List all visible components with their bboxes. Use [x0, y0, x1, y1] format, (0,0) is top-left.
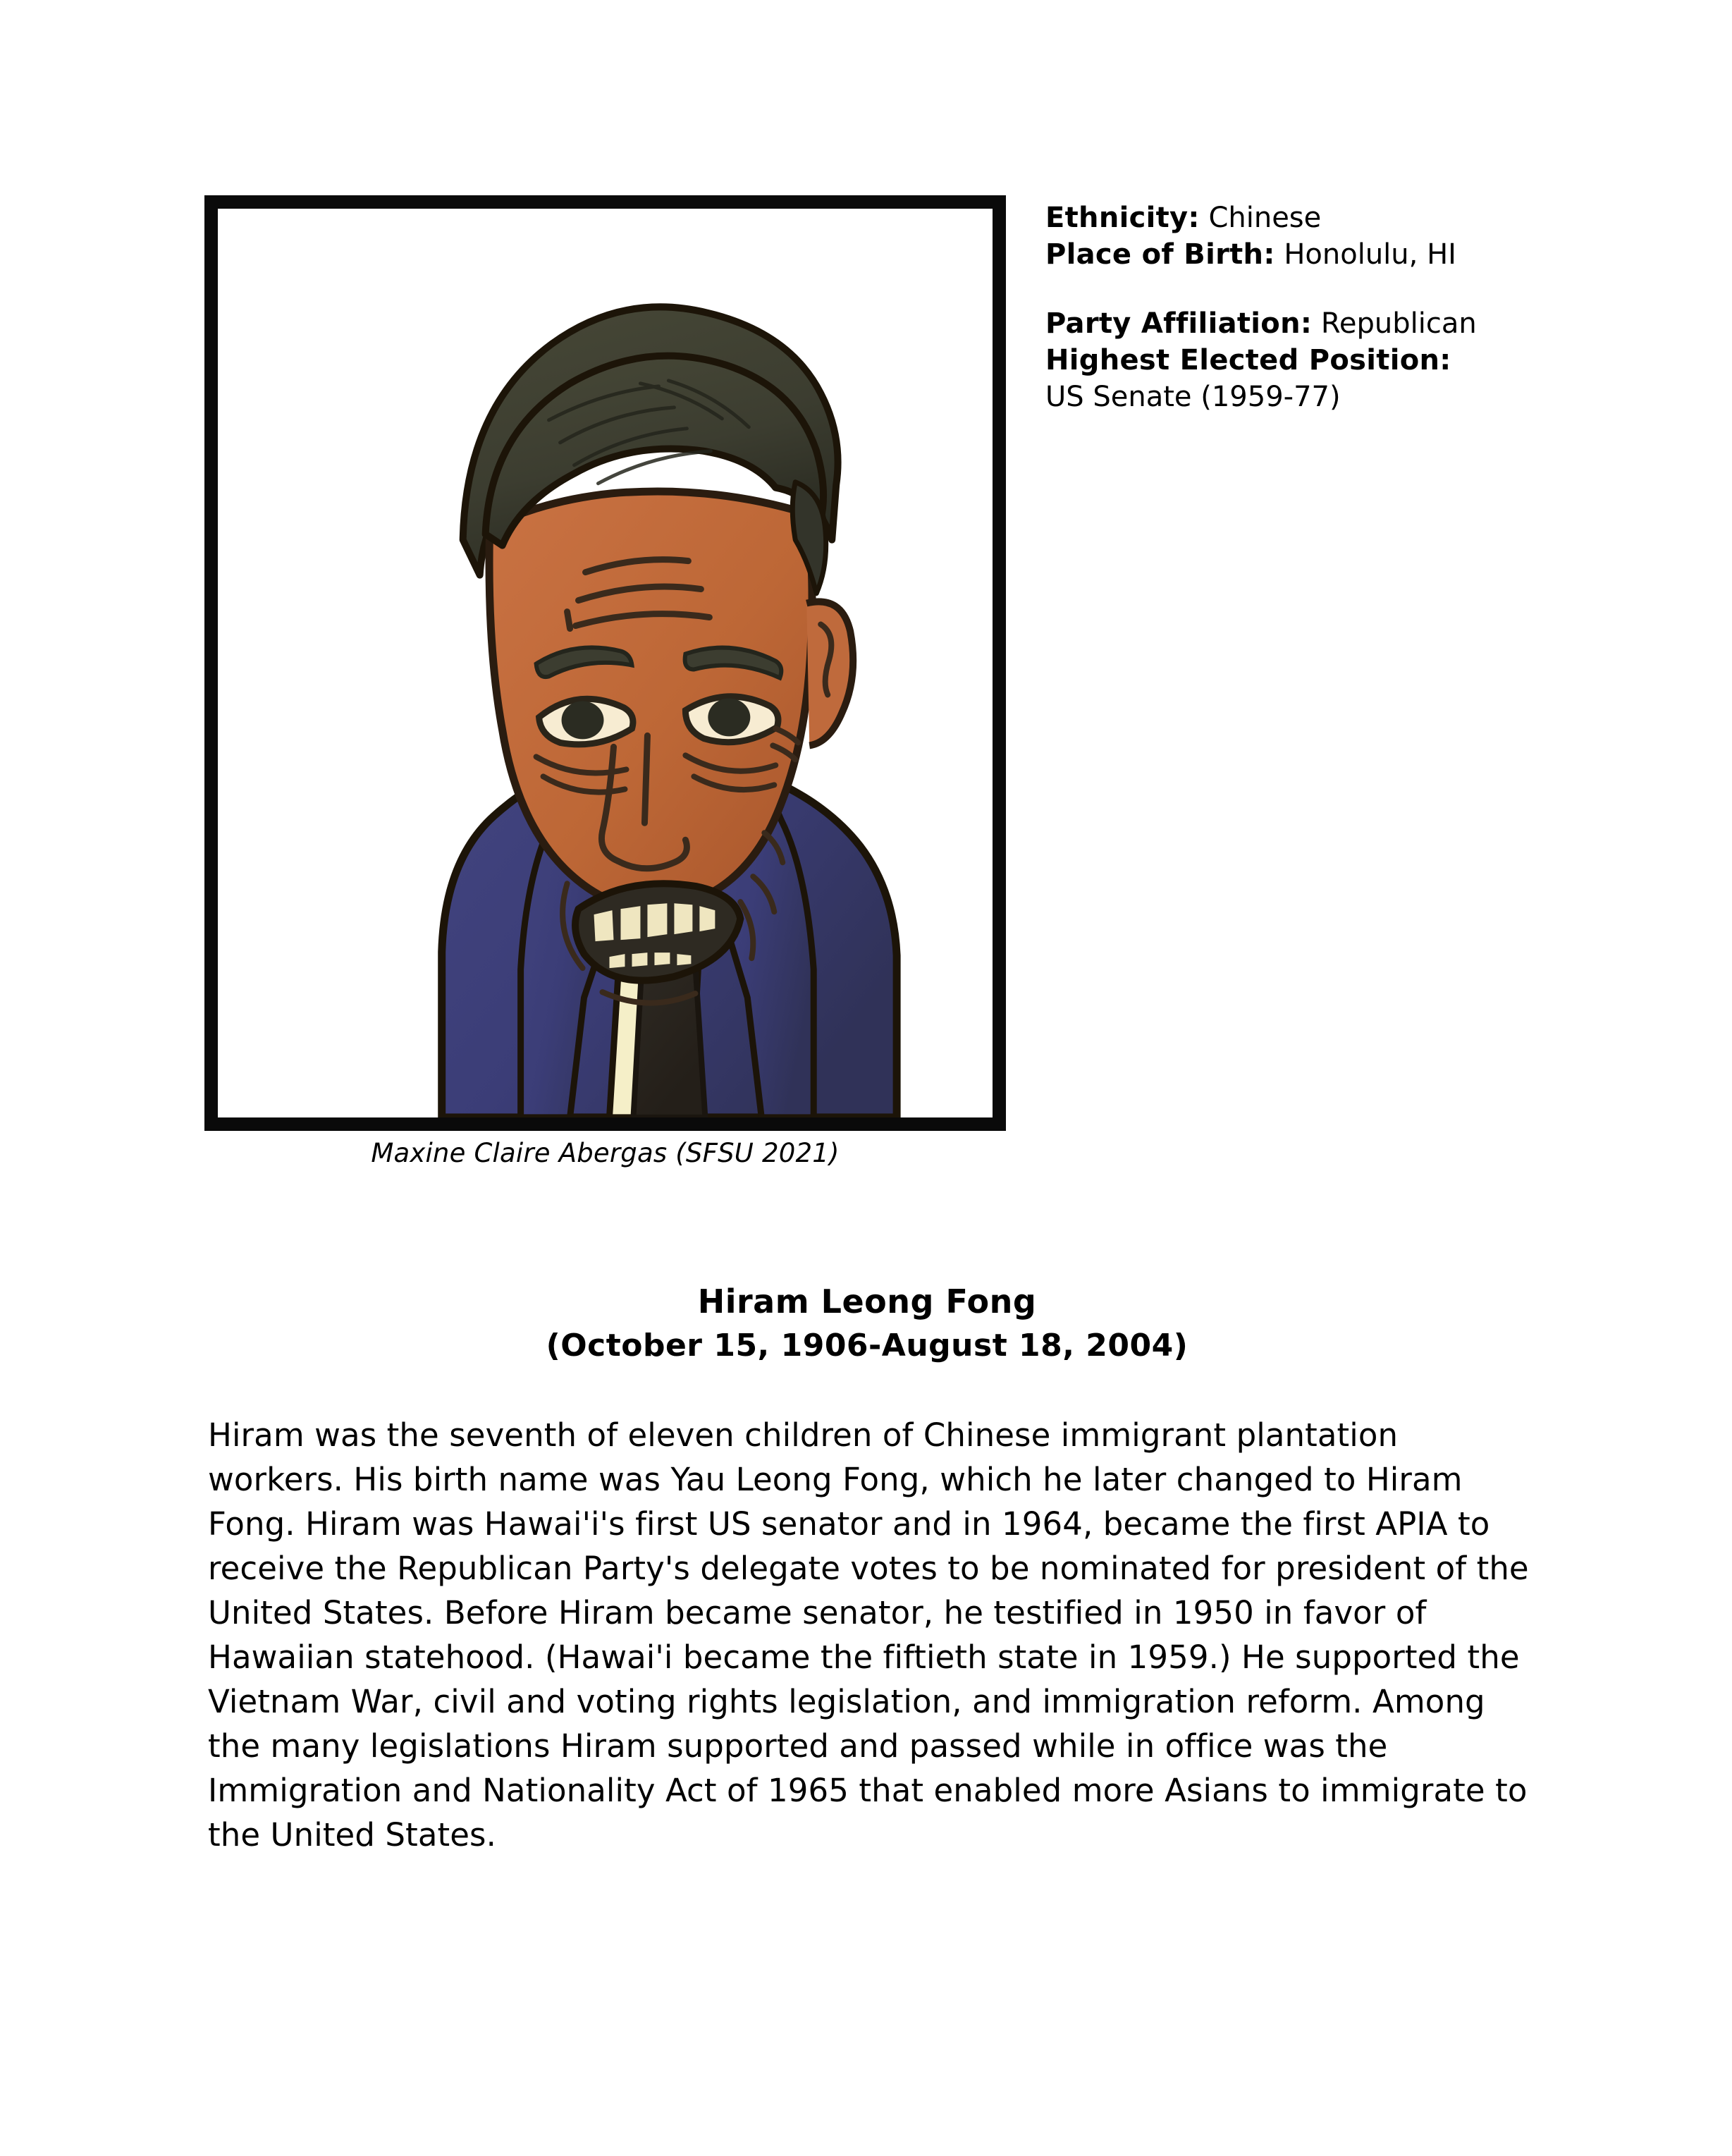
page-title: Hiram Leong Fong — [697, 1282, 1037, 1321]
hand-drawn-portrait-svg — [218, 209, 993, 1117]
metadata-value-highest-elected-position: US Senate (1959-77) — [1045, 381, 1341, 413]
metadata-value-place-of-birth: Honolulu, HI — [1284, 238, 1456, 271]
life-dates: (October 15, 1906-August 18, 2004) — [546, 1327, 1189, 1364]
metadata-row-position-value — [1045, 379, 1666, 415]
portrait-illustration — [218, 209, 993, 1117]
metadata-row-party-affiliation — [1045, 305, 1666, 342]
metadata-spacer — [1045, 273, 1666, 305]
metadata-row-ethnicity — [1045, 200, 1666, 236]
metadata-label-highest-elected-position: Highest Elected Position: — [1045, 344, 1451, 376]
title-block — [208, 1282, 1526, 1366]
metadata-block — [1045, 200, 1666, 415]
biography-paragraph: Hiram was the seventh of eleven children of Chinese immigrant plantation workers. His birth name was Yau Leong Fong, which he later changed to Hiram Fong. Hiram was Hawai'i's first US senator and in 1964, became the first APIA to receive the Republican Party's delegate votes to be nominated for president of the United States. Before Hiram became senator, he testified in 1950 in favor of Hawaiian statehood. (Hawai'i became the fiftieth state in 1959.) He supported the Vietnam War, civil and voting rights legislation, and immigration reform. Among the many legislations Hiram supported and passed while in office was the Immigration and Nationality Act of 1965 that enabled more Asians to immigrate to the United States. — [208, 1416, 1529, 1854]
metadata-row-highest-elected-position — [1045, 342, 1666, 379]
metadata-value-party-affiliation: Republican — [1320, 307, 1477, 340]
metadata-value-ethnicity: Chinese — [1208, 202, 1322, 234]
metadata-label-place-of-birth: Place of Birth: — [1045, 238, 1275, 271]
portrait-frame — [204, 195, 1006, 1131]
metadata-label-party-affiliation: Party Affiliation: — [1045, 307, 1313, 340]
portrait-caption: Maxine Claire Abergas (SFSU 2021) — [371, 1138, 840, 1168]
metadata-label-ethnicity: Ethnicity: — [1045, 202, 1200, 234]
metadata-row-place-of-birth — [1045, 236, 1666, 273]
